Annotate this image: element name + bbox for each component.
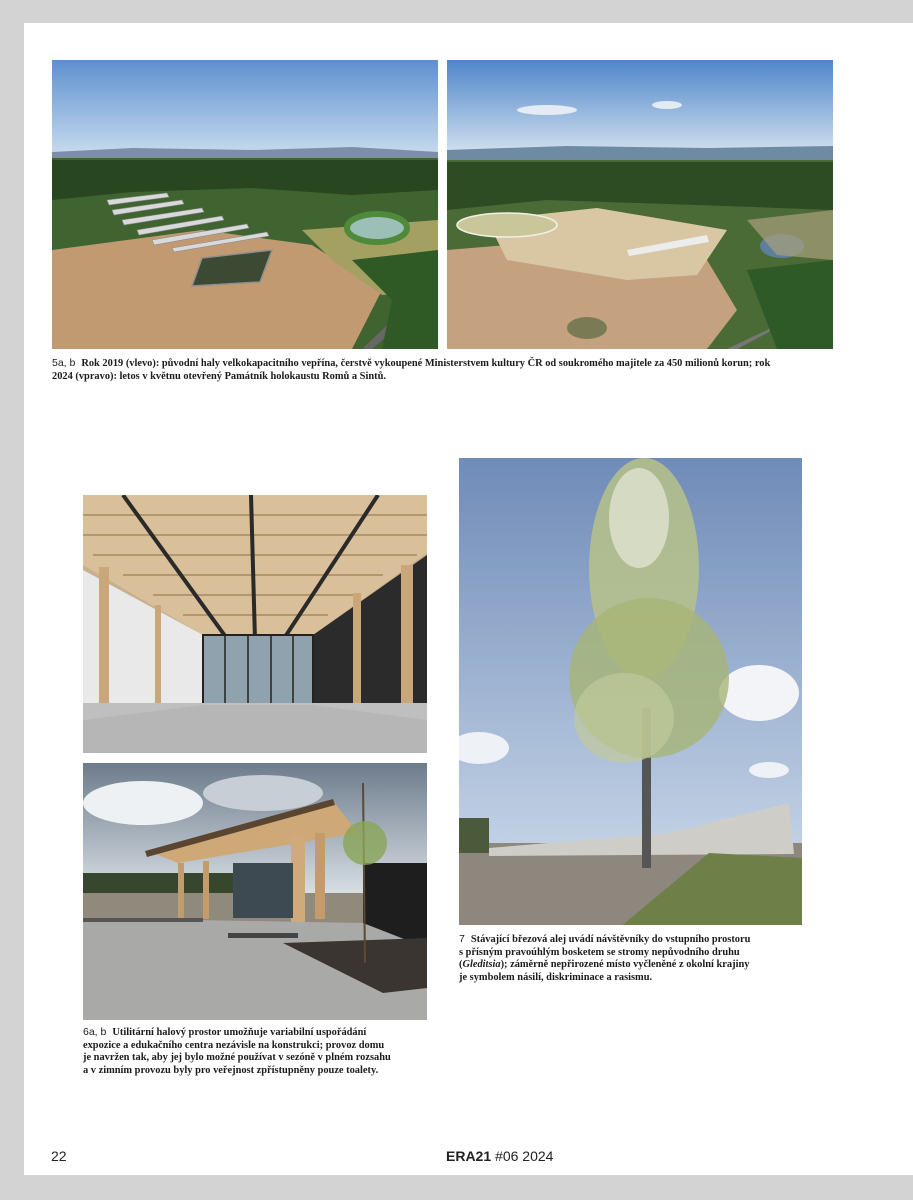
caption-7: [459, 933, 819, 984]
caption-5-line-1: Rok 2019 (vlevo): původní haly velkokapacitního vepřína, čerstvě vykoupené Ministerstvem kultury ČR od soukromého majitele za 450 milionů korun; rok: [81, 358, 771, 369]
caption-7-number: 7: [459, 933, 465, 945]
caption-6-line-1: Utilitární halový prostor umožňuje variabilní uspořádání: [112, 1027, 367, 1038]
caption-6-line-3: je navržen tak, aby jej bylo možné používat v sezóně v plném rozsahu: [83, 1052, 391, 1064]
caption-7-species-name: Gleditsia: [462, 959, 501, 971]
photo-5b-aerial-2024: [447, 60, 833, 349]
caption-7-line-1: Stávající březová alej uvádí návštěvníky do vstupního prostoru: [470, 934, 751, 945]
caption-6-line-2: expozice a edukačního centra nezávisle na konstrukci; provoz domu: [83, 1039, 385, 1051]
photo-6b-exterior-pavilion: [83, 763, 427, 1020]
caption-6-line-4: a v zimním provozu byly pro veřejnost zpřístupněny pouze toalety.: [83, 1064, 379, 1076]
caption-6-number: 6a, b: [83, 1026, 107, 1038]
caption-7-line-3-post: ); záměrně nepřirozené místo vyčleněné z okolní krajiny: [500, 959, 750, 971]
caption-5-number: 5a, b: [52, 357, 76, 369]
magazine-page: [24, 23, 913, 1175]
page-number: 22: [51, 1148, 67, 1164]
caption-5-line-2: 2024 (vpravo): letos v květnu otevřený Památník holokaustu Romů a Sintů.: [52, 370, 386, 382]
photo-5a-aerial-2019: [52, 60, 438, 349]
caption-7-line-2: s přísným pravoúhlým bosketem se stromy nepůvodního druhu: [459, 946, 740, 958]
photo-7-tree: [459, 458, 802, 925]
caption-7-line-4: je symbolem násilí, diskriminace a rasismu.: [459, 971, 653, 983]
caption-7-line-3-pre: (: [459, 959, 463, 971]
caption-6: [83, 1026, 443, 1077]
magazine-footer: [446, 1148, 553, 1164]
magazine-issue: #06 2024: [495, 1148, 554, 1164]
magazine-title: ERA21: [446, 1148, 492, 1164]
photo-6a-interior-hall: [83, 495, 427, 753]
caption-5: [52, 357, 852, 383]
